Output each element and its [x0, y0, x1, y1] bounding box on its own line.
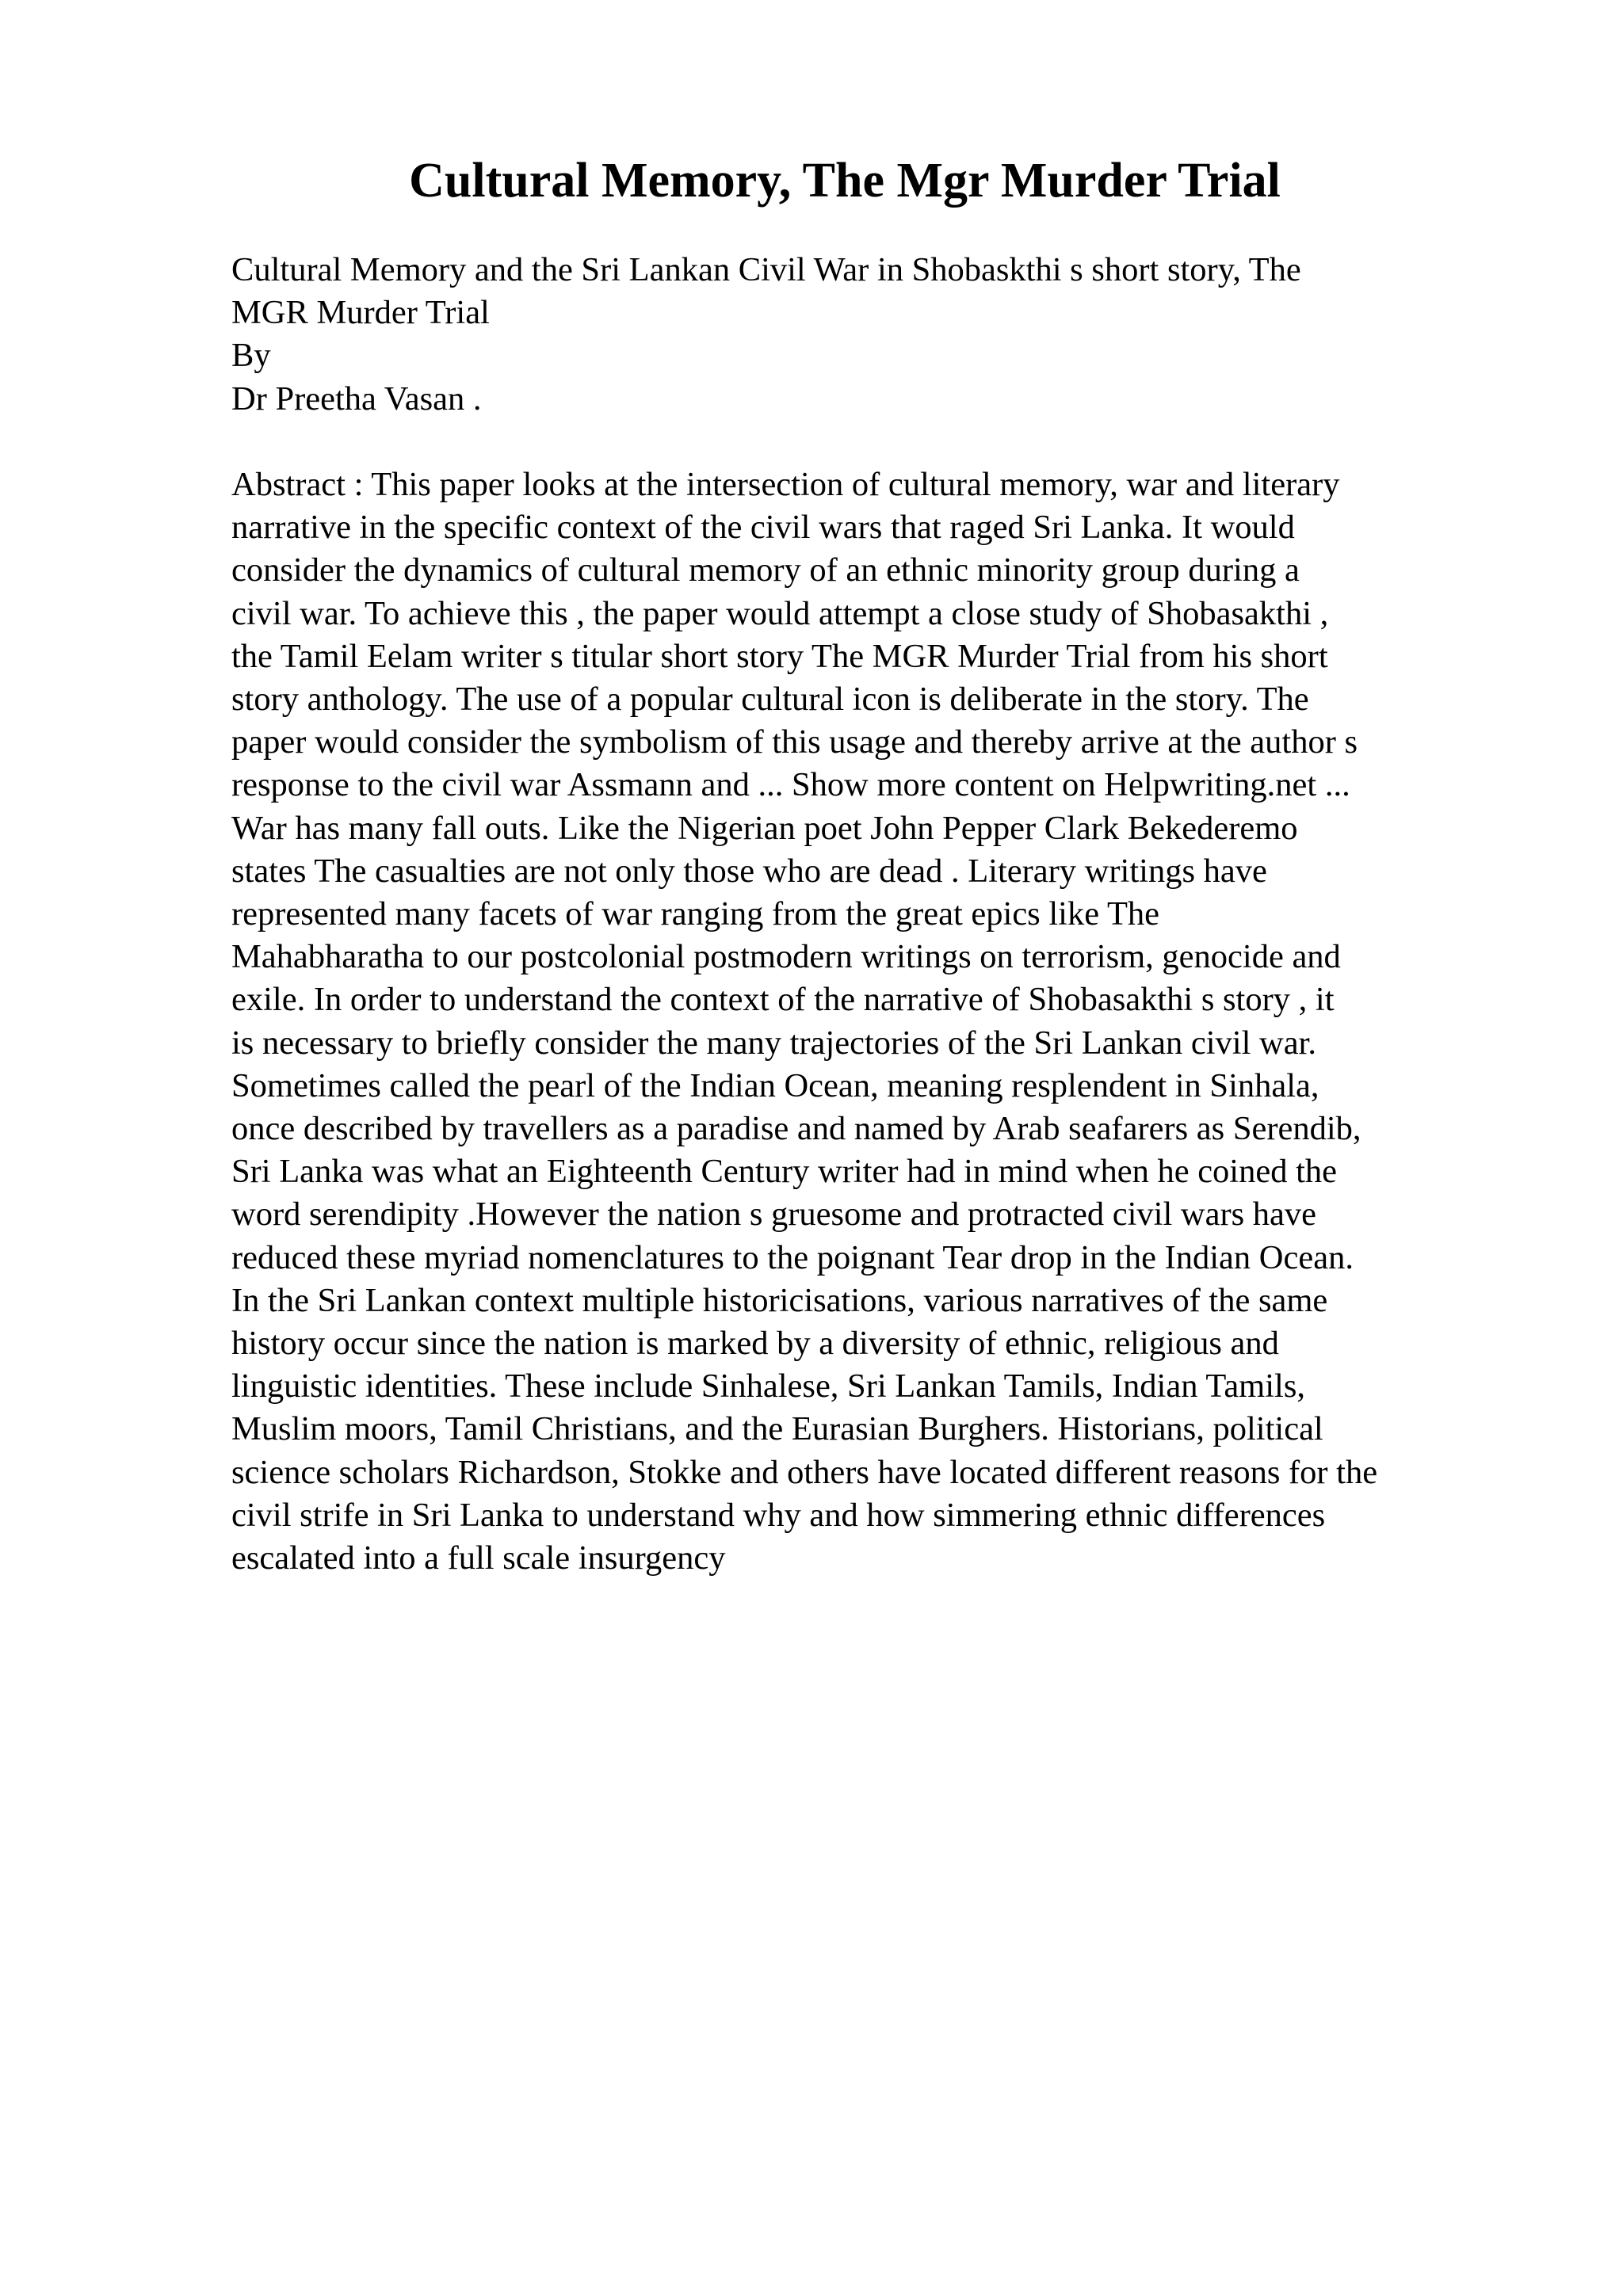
document-header — [231, 249, 1515, 421]
body-line: reduced these myriad nomenclatures to the poignant Tear drop in the Indian Ocean. — [231, 1238, 1354, 1276]
body-line: is necessary to briefly consider the many trajectories of the Sri Lankan civil war. — [231, 1024, 1316, 1062]
body-line: word serendipity .However the nation s gruesome and protracted civil wars have — [231, 1196, 1317, 1234]
body-line: consider the dynamics of cultural memory of an ethnic minority group during a — [231, 551, 1300, 589]
body-line: states The casualties are not only those who are dead . Literary writings have — [231, 852, 1267, 890]
body-line: Abstract : This paper looks at the intersection of cultural memory, war and literary — [231, 466, 1340, 503]
body-line: the Tamil Eelam writer s titular short story The MGR Murder Trial from his short — [231, 637, 1328, 675]
body-line: civil strife in Sri Lanka to understand why and how simmering ethnic differences — [231, 1496, 1326, 1534]
body-line: science scholars Richardson, Stokke and others have located different reasons for the — [231, 1453, 1378, 1491]
body-line: response to the civil war Assmann and ... Show more content on Helpwriting.net ... — [231, 766, 1350, 804]
body-line: Muslim moors, Tamil Christians, and the Eurasian Burghers. Historians, political — [231, 1410, 1323, 1448]
body-line: Sometimes called the pearl of the Indian Ocean, meaning resplendent in Sinhala, — [231, 1066, 1319, 1104]
abstract-body — [231, 463, 1515, 1580]
header-line: Cultural Memory and the Sri Lankan Civil War in Shobaskthi s short story, The — [231, 251, 1301, 288]
body-line: paper would consider the symbolism of this usage and thereby arrive at the author s — [231, 723, 1358, 761]
header-line: MGR Murder Trial — [231, 294, 490, 332]
body-line: Sri Lanka was what an Eighteenth Century writer had in mind when he coined the — [231, 1153, 1338, 1191]
body-line: linguistic identities. These include Sinhalese, Sri Lankan Tamils, Indian Tamils, — [231, 1367, 1306, 1405]
document-title: Cultural Memory, The Mgr Murder Trial — [409, 154, 1281, 208]
body-line: narrative in the specific context of the civil wars that raged Sri Lanka. It would — [231, 509, 1295, 547]
body-line: In the Sri Lankan context multiple historicisations, various narratives of the same — [231, 1281, 1328, 1319]
body-line: represented many facets of war ranging from the great epics like The — [231, 895, 1160, 933]
byline-label: By — [231, 337, 271, 375]
body-line: War has many fall outs. Like the Nigerian poet John Pepper Clark Bekederemo — [231, 809, 1298, 847]
body-line: civil war. To achieve this , the paper would attempt a close study of Shobasakthi , — [231, 594, 1329, 632]
author-name: Dr Preetha Vasan . — [231, 379, 482, 418]
body-line: story anthology. The use of a popular cultural icon is deliberate in the story. The — [231, 681, 1309, 719]
body-line: exile. In order to understand the context of the narrative of Shobasakthi s story , it — [231, 981, 1335, 1019]
body-line: Mahabharatha to our postcolonial postmodern writings on terrorism, genocide and — [231, 938, 1341, 976]
body-line: history occur since the nation is marked by a diversity of ethnic, religious and — [231, 1325, 1279, 1363]
body-line: once described by travellers as a paradise and named by Arab seafarers as Serendib, — [231, 1110, 1361, 1148]
body-line: escalated into a full scale insurgency — [231, 1539, 726, 1577]
